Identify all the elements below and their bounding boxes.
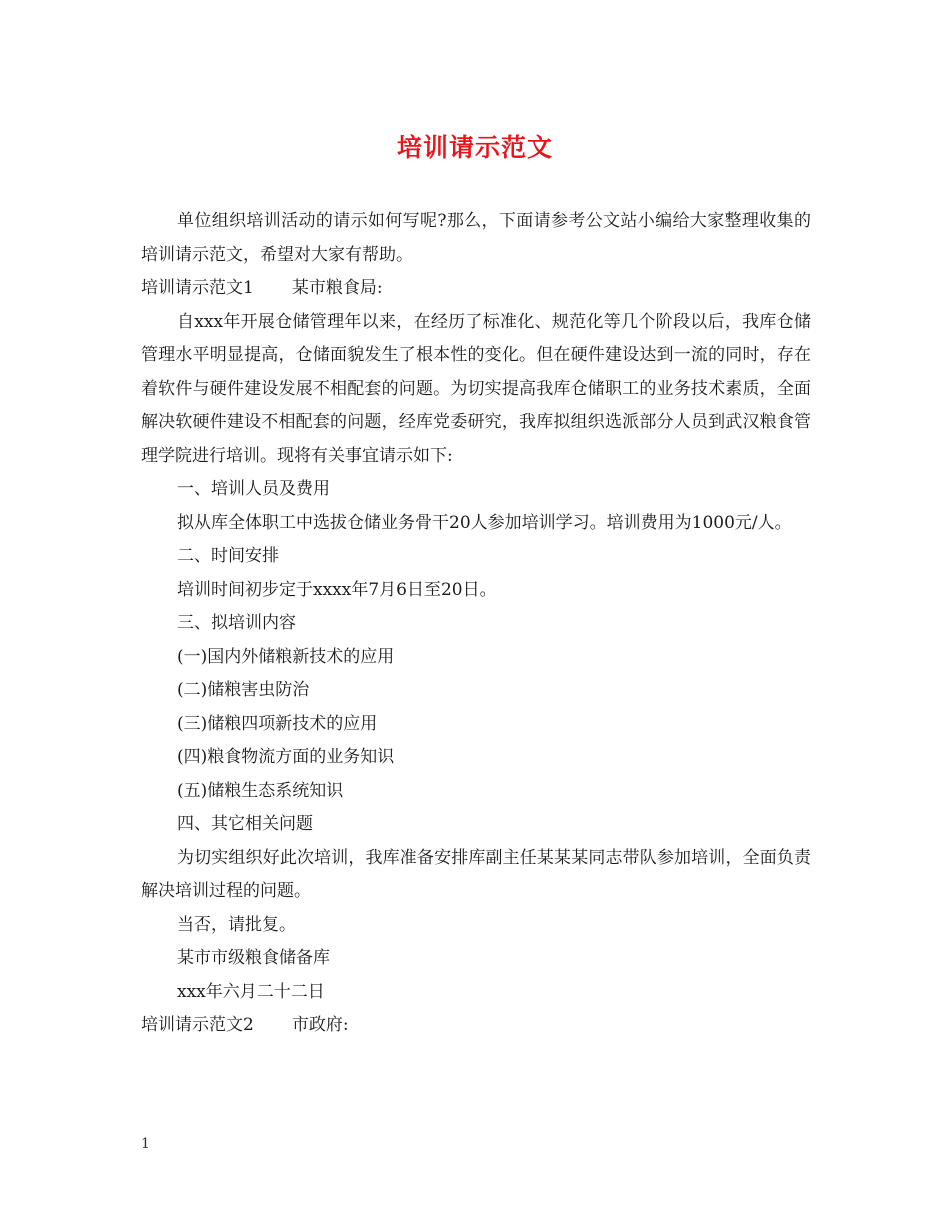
closing-line: 当否，请批复。: [177, 914, 296, 935]
body-paragraph-3: 培训时间初步定于xxxx年7月6日至20日。: [177, 579, 497, 600]
section-heading-2: 二、时间安排: [177, 546, 279, 566]
content-item-5: (五)储粮生态系统知识: [177, 780, 344, 801]
sample1-label: 培训请示范文1: [141, 278, 254, 298]
page-number: 1: [141, 1136, 150, 1152]
sample1-recipient: 某市粮食局:: [291, 278, 383, 298]
section-heading-3: 三、拟培训内容: [177, 613, 296, 633]
signature-line: 某市市级粮食储备库: [177, 948, 330, 968]
content-item-3: (三)储粮四项新技术的应用: [177, 713, 378, 734]
intro-paragraph: 单位组织培训活动的请示如何写呢?那么，下面请参考公文站小编给大家整理收集的培训请示范文，希望对大家有帮助。: [141, 211, 811, 265]
date-line: xxx年六月二十二日: [177, 981, 325, 1002]
content-item-2: (二)储粮害虫防治: [177, 680, 310, 700]
section-heading-4: 四、其它相关问题: [177, 814, 313, 834]
content-item-4: (四)粮食物流方面的业务知识: [177, 747, 395, 767]
document-title: 培训请示范文: [396, 133, 553, 162]
body-paragraph-4: 为切实组织好此次培训，我库准备安排库副主任某某某同志带队参加培训，全面负责解决培训过程的问题。: [141, 847, 811, 901]
content-item-1: (一)国内外储粮新技术的应用: [177, 646, 395, 667]
sample1-heading: [141, 272, 811, 306]
body-paragraph-2: 拟从库全体职工中选拔仓储业务骨干20人参加培训学习。培训费用为1000元/人。: [177, 512, 792, 533]
document-body: [141, 205, 811, 1043]
sample2-label: 培训请示范文2: [141, 1015, 254, 1035]
sample2-recipient: 市政府:: [291, 1015, 349, 1035]
body-paragraph-1: 自xxx年开展仓储管理年以来，在经历了标准化、规范化等几个阶段以后，我库仓储管理水平明显提高，仓储面貌发生了根本性的变化。但在硬件建设达到一流的同时，存在着软件与硬件建设发展不相配套的问题。为切实提高我库仓储职工的业务技术素质，全面解决软硬件建设不相配套的问题，经库党委研究，我库拟组织选派部分人员到武汉粮食管理学院进行培训。现将有关事宜请示如下:: [141, 311, 811, 466]
section-heading-1: 一、培训人员及费用: [177, 479, 330, 499]
sample2-heading: [141, 1009, 811, 1043]
